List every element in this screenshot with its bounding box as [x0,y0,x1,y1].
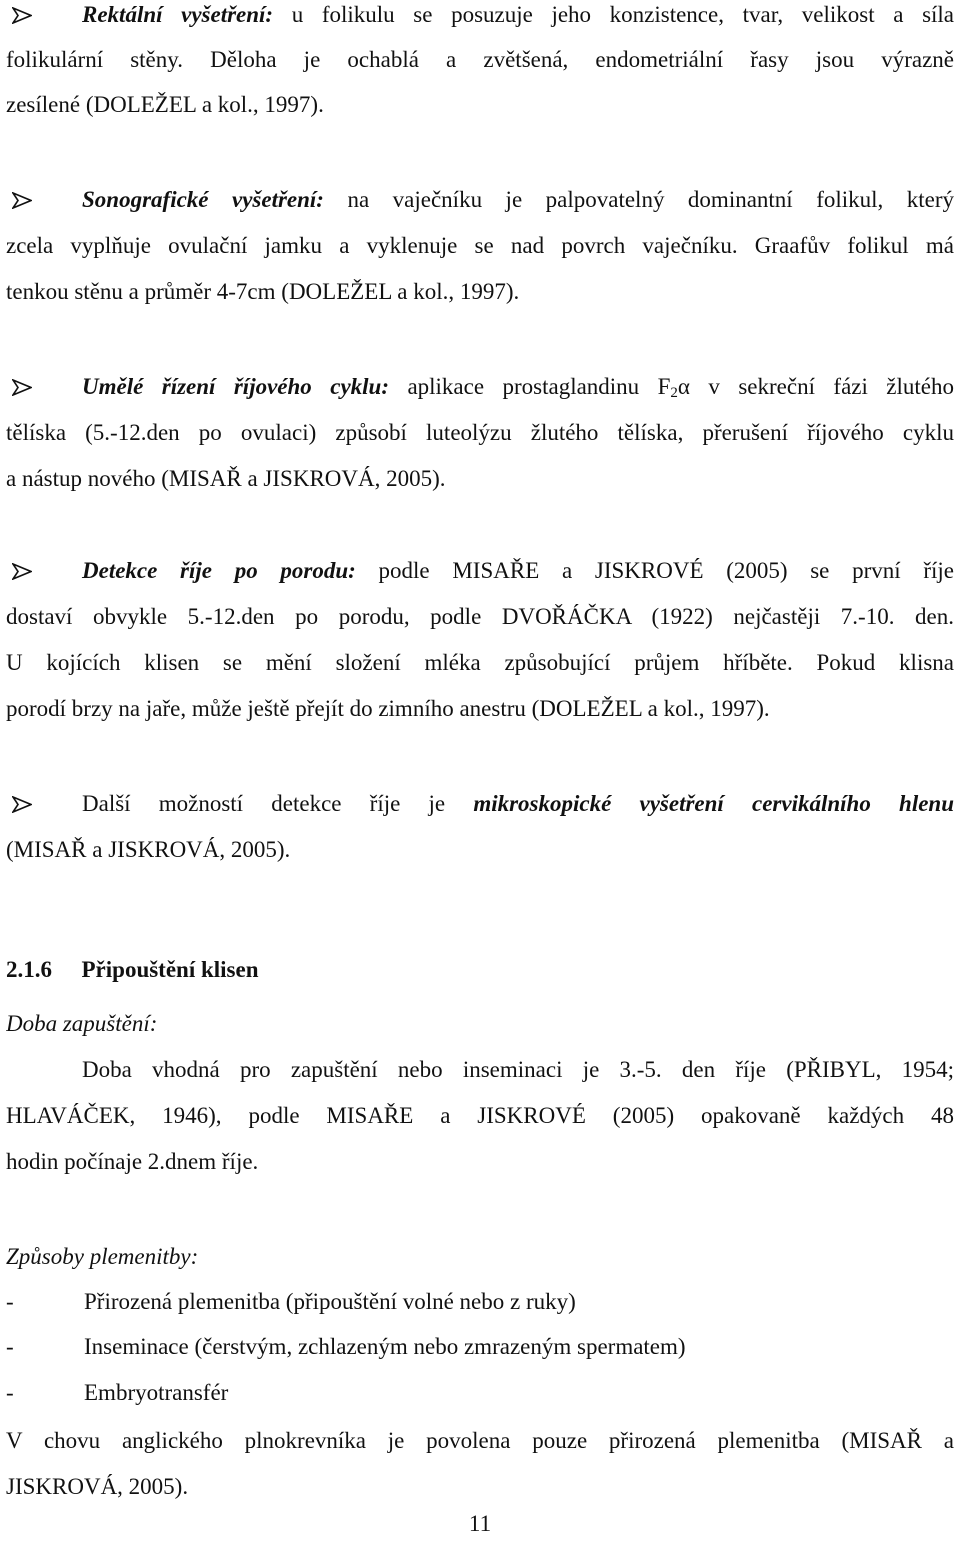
list-item: Přirozená plemenitba (připouštění volné nebo z ruky) [84,1289,576,1314]
list-item: Inseminace (čerstvým, zchlazeným nebo zmrazeným spermatem) [84,1334,686,1359]
paragraph-line: dostaví obvykle 5.-12.den po porodu, podle DVOŘÁČKA (1922) nejčastěji 7.-10. den. [6,604,954,629]
list-item: Embryotransfér [84,1380,229,1405]
page-number: 11 [468,1511,492,1536]
list-dash: - [6,1334,14,1359]
paragraph-line: hodin počínaje 2.dnem říje. [6,1149,259,1174]
paragraph-line: U kojících klisen se mění složení mléka způsobující průjem hříběte. Pokud klisna [6,650,954,675]
document-page [6,0,954,1537]
bullet-label: Umělé řízení říjového cyklu: [82,374,389,399]
paragraph-line: HLAVÁČEK, 1946), podle MISAŘE a JISKROVÉ (2005) opakovaně každých 48 [6,1103,954,1128]
paragraph-line: Další možností detekce říje je mikroskopické vyšetření cervikálního hlenu [82,791,954,816]
bullet-label: Sonografické vyšetření: [82,187,324,212]
bullet-label: Detekce říje po porodu: [82,558,356,583]
paragraph-line: folikulární stěny. Děloha je ochablá a zvětšená, endometriální řasy jsou výrazně [6,47,954,72]
paragraph-line: Umělé řízení říjového cyklu: aplikace prostaglandinu $F_2\alpha$ v sekreční fázi žlutého [82,374,954,401]
section-title: Připouštění klisen [81,957,259,982]
paragraph-line: a nástup nového (MISAŘ a JISKROVÁ, 2005). [6,466,446,491]
paragraph-line: V chovu anglického plnokrevníka je povolena pouze přirozená plemenitba (MISAŘ a [6,1428,954,1453]
paragraph-line: zesílené (DOLEŽEL a kol., 1997). [6,92,324,117]
bullet-label: Rektální vyšetření: [82,2,274,27]
paragraph-line: tělíska (5.-12.den po ovulaci) způsobí luteolýzu žlutého tělíska, přerušení říjového cyklu [6,420,954,445]
list-dash: - [6,1380,14,1405]
bullet-label: mikroskopické vyšetření cervikálního hlenu [473,791,954,816]
subheading-doba: Doba zapuštění: [6,1011,158,1036]
subheading-zpusoby: Způsoby plemenitby: [6,1244,199,1269]
paragraph-line: JISKROVÁ, 2005). [6,1474,189,1499]
section-heading [6,947,954,993]
paragraph-line: zcela vyplňuje ovulační jamku a vyklenuje se nad povrch vaječníku. Graafův folikul má [6,233,954,258]
paragraph-line: porodí brzy na jaře, může ještě přejít do zimního anestru (DOLEŽEL a kol., 1997). [6,696,770,721]
paragraph-line: Sonografické vyšetření: na vaječníku je palpovatelný dominantní folikul, který [82,187,954,212]
paragraph-line: (MISAŘ a JISKROVÁ, 2005). [6,837,291,862]
section-number: 2.1.6 [6,957,52,982]
paragraph-line: Rektální vyšetření: u folikulu se posuzuje jeho konzistence, tvar, velikost a síla [82,2,954,27]
paragraph-line: Doba vhodná pro zapuštění nebo inseminaci je 3.-5. den říje (PŘIBYL, 1954; [82,1057,954,1082]
paragraph-line: tenkou stěnu a průměr 4-7cm (DOLEŽEL a kol., 1997). [6,279,520,304]
paragraph-line: Detekce říje po porodu: podle MISAŘE a JISKROVÉ (2005) se první říje [82,558,954,583]
list-dash: - [6,1289,14,1314]
